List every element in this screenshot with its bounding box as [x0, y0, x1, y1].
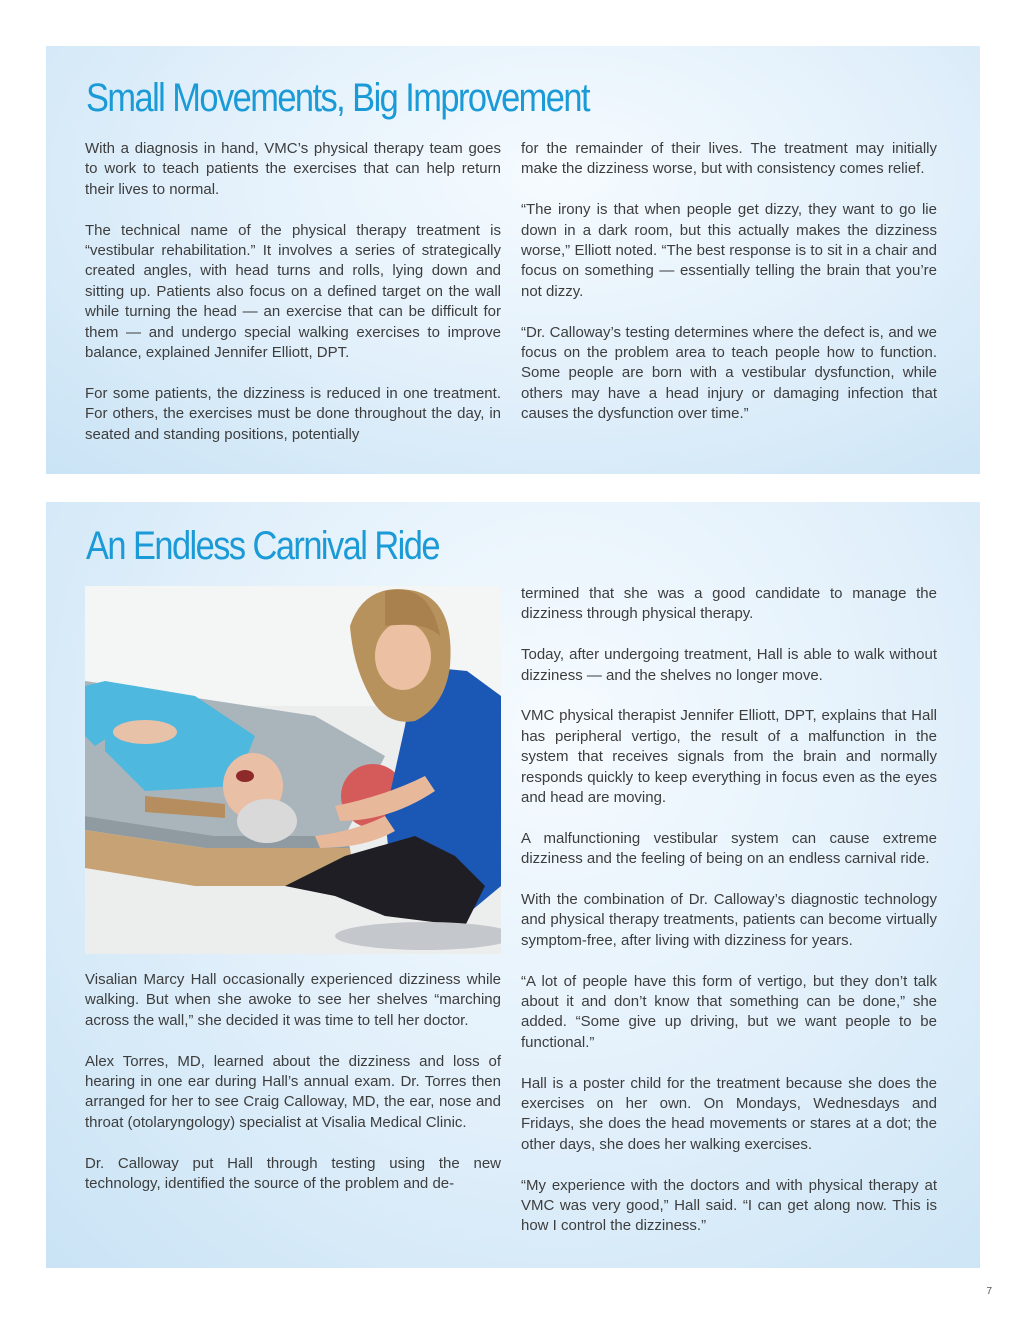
paragraph: With a diagnosis in hand, VMC’s physical therapy team goes to work to teach patients the exercises that can help return their lives to normal.	[85, 140, 501, 198]
section-carnival-ride	[46, 502, 980, 1268]
section-title: An Endless Carnival Ride	[86, 524, 439, 568]
paragraph: Today, after undergoing treatment, Hall is able to walk without dizziness — and the shelves no longer move.	[521, 646, 937, 684]
text-column-left	[85, 139, 501, 445]
paragraph: “My experience with the doctors and with physical therapy at VMC was very good,” Hall said. “I can get along now. This is how I control the dizziness.”	[521, 1176, 937, 1235]
text-column-right	[521, 584, 937, 1237]
therapy-photo	[85, 586, 501, 954]
paragraph: “Dr. Calloway’s testing determines where the defect is, and we focus on the problem area to teach people how to function. Some people are born with a vestibular dysfunction, while others may have a head injury or damaging infection that causes the dysfunction over time.”	[521, 323, 937, 423]
paragraph: for the remainder of their lives. The treatment may initially make the dizziness worse, but with consistency comes relief.	[521, 140, 937, 178]
paragraph: VMC physical therapist Jennifer Elliott, DPT, explains that Hall has peripheral vertigo, the result of a malfunction in the system that receives signals from the brain and normally responds quickly to keep everything in focus even as the eyes and head are moving.	[521, 707, 937, 807]
paragraph: The technical name of the physical therapy treatment is “vestibular rehabilitation.” It involves a series of strategically created angles, with head turns and rolls, lying down and sitting up. Patients also focus on a defined target on the wall while turning the head — an exercise that can be difficult for them — and undergo special walking exercises to improve balance, explained Jennifer Elliott, DPT.	[85, 221, 501, 362]
paragraph: For some patients, the dizziness is reduced in one treatment. For others, the exercises must be done throughout the day, in seated and standing positions, potentially	[85, 384, 501, 443]
paragraph: Dr. Calloway put Hall through testing using the new technology, identified the source of the problem and de-	[85, 1154, 501, 1193]
paragraph: termined that she was a good candidate to manage the dizziness through physical therapy.	[521, 585, 937, 623]
paragraph: “A lot of people have this form of vertigo, but they don’t talk about it and don’t know that something can be done,” she added. “Some give up driving, but we want people to be functional.”	[521, 972, 937, 1051]
paragraph: Visalian Marcy Hall occasionally experienced dizziness while walking. But when she awoke to see her shelves “marching across the wall,” she decided it was time to tell her doctor.	[85, 971, 501, 1029]
text-column-right	[521, 139, 937, 425]
paragraph: With the combination of Dr. Calloway’s diagnostic technology and physical therapy treatments, patients can become virtually symptom-free, after living with dizziness for years.	[521, 891, 937, 949]
paragraph: Hall is a poster child for the treatment because she does the exercises on her own. On Mondays, Wednesdays and Fridays, she does the head movements or stares at a dot; the other days, she does her walking exercises.	[521, 1074, 937, 1153]
section-title: Small Movements, Big Improvement	[86, 76, 589, 120]
section-small-movements	[46, 46, 980, 474]
page-number: 7	[986, 1286, 992, 1297]
paragraph: A malfunctioning vestibular system can cause extreme dizziness and the feeling of being on an endless carnival ride.	[521, 829, 937, 868]
therapy-illustration	[85, 586, 501, 954]
paragraph: “The irony is that when people get dizzy, they want to go lie down in a dark room, but this actually makes the dizziness worse,” Elliott noted. “The best response is to sit in a chair and focus on something — essentially telling the brain that you’re not dizzy.	[521, 201, 937, 300]
text-column-left	[85, 970, 501, 1194]
paragraph: Alex Torres, MD, learned about the dizziness and loss of hearing in one ear during Hall’s annual exam. Dr. Torres then arranged for her to see Craig Calloway, MD, the ear, nose and throat (otolaryngology) specialist at Visalia Medical Clinic.	[85, 1052, 501, 1131]
